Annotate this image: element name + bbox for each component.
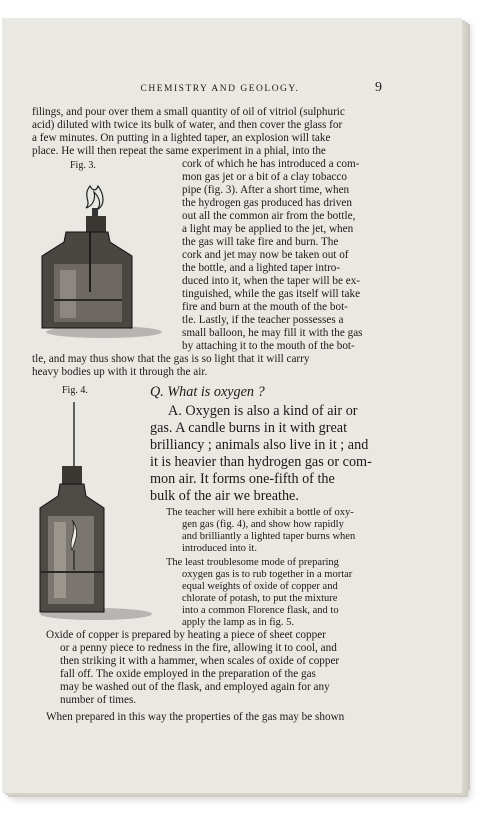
text-line: When prepared in this way the properties of the gas may be shown bbox=[46, 711, 345, 723]
page-edge bbox=[462, 24, 470, 790]
text-line: the bottle, and a lighted taper intro- bbox=[182, 262, 341, 274]
text-line: fire and burn at the mouth of the bot- bbox=[182, 301, 348, 313]
text-line: fall off. The oxide employed in the preparation of the gas bbox=[60, 668, 316, 680]
text-line: the gas will take fire and burn. The bbox=[182, 236, 339, 248]
figure-caption-3: Fig. 3. bbox=[70, 160, 96, 171]
text-line: heavy bodies up with it through the air. bbox=[32, 366, 208, 378]
note-line: The teacher will here exhibit a bottle of oxy- bbox=[166, 507, 354, 518]
answer-line: brilliancy ; animals also live in it ; and bbox=[150, 437, 369, 453]
oxygen-bottle-illustration bbox=[34, 400, 164, 625]
note-line: oxygen gas is to rub together in a mortar bbox=[182, 569, 353, 580]
text-line: acid) diluted with twice its bulk of water, and then cover the glass for bbox=[32, 119, 343, 131]
note-line: equal weights of oxide of copper and bbox=[182, 581, 338, 592]
text-line: the hydrogen gas produced has driven bbox=[182, 197, 352, 209]
answer-line: gas. A candle burns in it with great bbox=[150, 420, 348, 436]
text-line: mon gas jet or a bit of a clay tobacco bbox=[182, 171, 347, 183]
note-line: chlorate of potash, to put the mixture bbox=[182, 593, 338, 604]
page-number: 9 bbox=[375, 80, 382, 95]
text-line: may be washed out of the flask, and employed again for any bbox=[60, 681, 330, 693]
note-line: into a common Florence flask, and to bbox=[182, 605, 339, 616]
note-line: The least troublesome mode of preparing bbox=[166, 557, 339, 568]
text-line: pipe (fig. 3). After a short time, when bbox=[182, 184, 350, 196]
figure-caption-4: Fig. 4. bbox=[62, 385, 88, 396]
answer-line: bulk of the air we breathe. bbox=[150, 488, 299, 504]
answer-line: mon air. It forms one-fifth of the bbox=[150, 471, 335, 487]
text-line: number of times. bbox=[60, 694, 137, 706]
text-line: Oxide of copper is prepared by heating a piece of sheet copper bbox=[46, 629, 326, 641]
text-line: duced into it, when the taper will be ex- bbox=[182, 275, 361, 287]
note-line: gen gas (fig. 4), and show how rapidly bbox=[182, 519, 344, 530]
question-heading: Q. What is oxygen ? bbox=[150, 384, 265, 400]
text-line: out all the common air from the bottle, bbox=[182, 210, 356, 222]
text-line: then striking it with a hammer, when scales of oxide of copper bbox=[60, 655, 340, 667]
text-line: a light may be applied to the jet, when bbox=[182, 223, 354, 235]
text-line: or a penny piece to redness in the fire, allowing it to cool, and bbox=[60, 642, 337, 654]
text-line: a few minutes. On putting in a lighted taper, an explosion will take bbox=[32, 132, 331, 144]
answer-line: it is heavier than hydrogen gas or com- bbox=[150, 454, 372, 470]
running-title: CHEMISTRY AND GEOLOGY. bbox=[140, 84, 300, 94]
text-line: place. He will then repeat the same experiment in a phial, into the bbox=[32, 145, 326, 157]
answer-line: A. Oxygen is also a kind of air or bbox=[168, 403, 358, 419]
text-line: by attaching it to the mouth of the bot- bbox=[182, 340, 355, 352]
note-line: introduced into it. bbox=[182, 543, 257, 554]
text-line: tle, and may thus show that the gas is so light that it will carry bbox=[32, 353, 310, 365]
text-line: small balloon, he may fill it with the gas bbox=[182, 327, 363, 339]
note-line: and brilliantly a lighted taper burns when bbox=[182, 531, 356, 542]
text-line: filings, and pour over them a small quantity of oil of vitriol (sulphuric bbox=[32, 106, 345, 118]
text-line: tle. Lastly, if the teacher possesses a bbox=[182, 314, 344, 326]
bottle-flame-illustration bbox=[30, 182, 170, 342]
text-line: cork of which he has introduced a com- bbox=[182, 158, 360, 170]
text-line: tinguished, while the gas itself will take bbox=[182, 288, 361, 300]
note-line: apply the lamp as in fig. 5. bbox=[182, 617, 294, 628]
text-line: cork and jet may now be taken out of bbox=[182, 249, 349, 261]
